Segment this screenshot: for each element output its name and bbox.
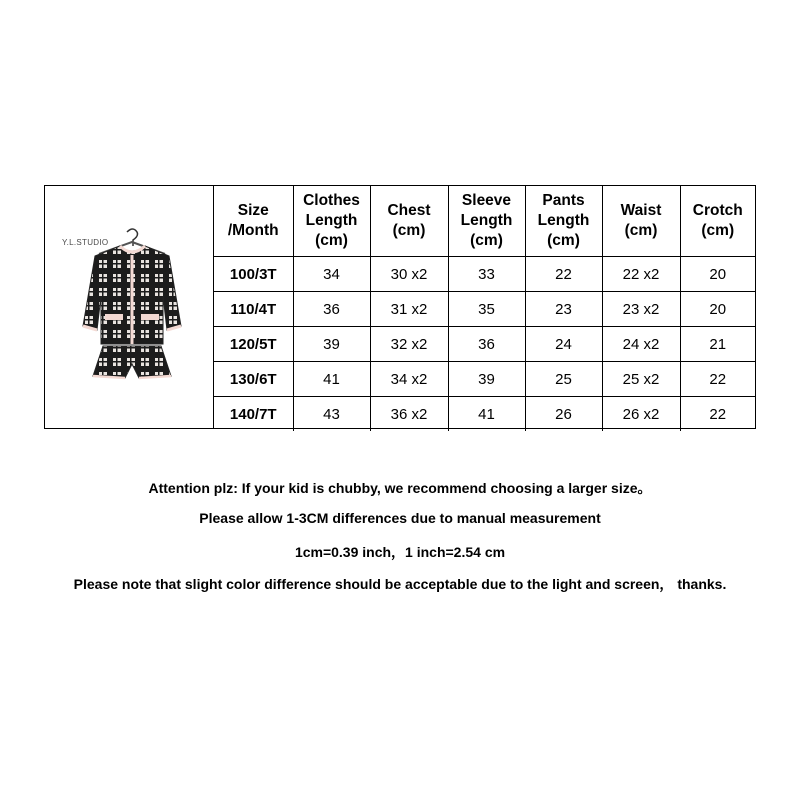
size-chart [44,185,756,429]
table-cell: 36 [448,327,525,362]
table-cell: 22 [525,257,602,292]
table-cell: 31 x2 [370,292,448,327]
header-line: (cm) [470,232,503,249]
plaid-outfit-image [65,226,195,386]
table-cell: 20 [680,257,755,292]
header-pants-length [525,186,602,257]
header-line: (cm) [315,232,348,249]
header-line: Sleeve [461,192,512,209]
header-line: (cm) [701,222,735,239]
table-cell: 36 x2 [370,397,448,432]
header-line: Length [537,212,590,229]
table-cell: 33 [448,257,525,292]
table-cell: 30 x2 [370,257,448,292]
table-cell: 24 x2 [602,327,680,362]
table-cell: 21 [680,327,755,362]
size-cell: 140/7T [214,397,293,432]
header-waist [602,186,680,257]
header-line: /Month [227,222,279,239]
table-cell: 26 [525,397,602,432]
header-chest [370,186,448,257]
header-row [214,186,755,257]
table-cell: 22 [680,362,755,397]
table-cell: 39 [293,327,370,362]
header-line: Length [460,212,513,229]
size-cell: 130/6T [214,362,293,397]
table-cell: 32 x2 [370,327,448,362]
header-line: Pants [542,192,585,209]
note-color: Please note that slight color difference should be acceptable due to the light and screen， thanks. [73,576,727,592]
table-row [214,257,755,292]
table-cell: 34 x2 [370,362,448,397]
size-table [214,186,755,431]
product-photo-cell [45,186,214,428]
table-row [214,397,755,432]
header-sleeve-length [448,186,525,257]
header-line: Clothes [303,192,360,209]
header-line: Crotch [692,202,743,219]
table-cell: 35 [448,292,525,327]
note-measurement: Please allow 1-3CM differences due to manual measurement [199,510,601,526]
table-cell: 23 x2 [602,292,680,327]
table-cell: 43 [293,397,370,432]
header-clothes-length [293,186,370,257]
table-cell: 24 [525,327,602,362]
table-cell: 25 x2 [602,362,680,397]
table-cell: 39 [448,362,525,397]
header-line: (cm) [547,232,580,249]
brand-label: Y.L.STUDIO [62,238,109,247]
table-cell: 41 [293,362,370,397]
header-line: (cm) [624,222,658,239]
table-cell: 41 [448,397,525,432]
note-attention: Attention plz: If your kid is chubby, we recommend choosing a larger size。 [148,480,652,496]
table-row [214,292,755,327]
table-cell: 26 x2 [602,397,680,432]
note-conversion: 1cm=0.39 inch，1 inch=2.54 cm [294,544,506,560]
table-cell: 23 [525,292,602,327]
header-line: (cm) [392,222,426,239]
size-cell: 100/3T [214,257,293,292]
table-row [214,362,755,397]
table-cell: 20 [680,292,755,327]
header-line: Size [237,202,269,219]
table-cell: 36 [293,292,370,327]
table-cell: 25 [525,362,602,397]
header-crotch [680,186,755,257]
table-cell: 22 x2 [602,257,680,292]
header-line: Chest [387,202,431,219]
table-row [214,327,755,362]
header-line: Waist [620,202,662,219]
table-cell: 22 [680,397,755,432]
size-cell: 120/5T [214,327,293,362]
header-line: Length [305,212,358,229]
table-cell: 34 [293,257,370,292]
size-cell: 110/4T [214,292,293,327]
header-size [214,186,293,257]
